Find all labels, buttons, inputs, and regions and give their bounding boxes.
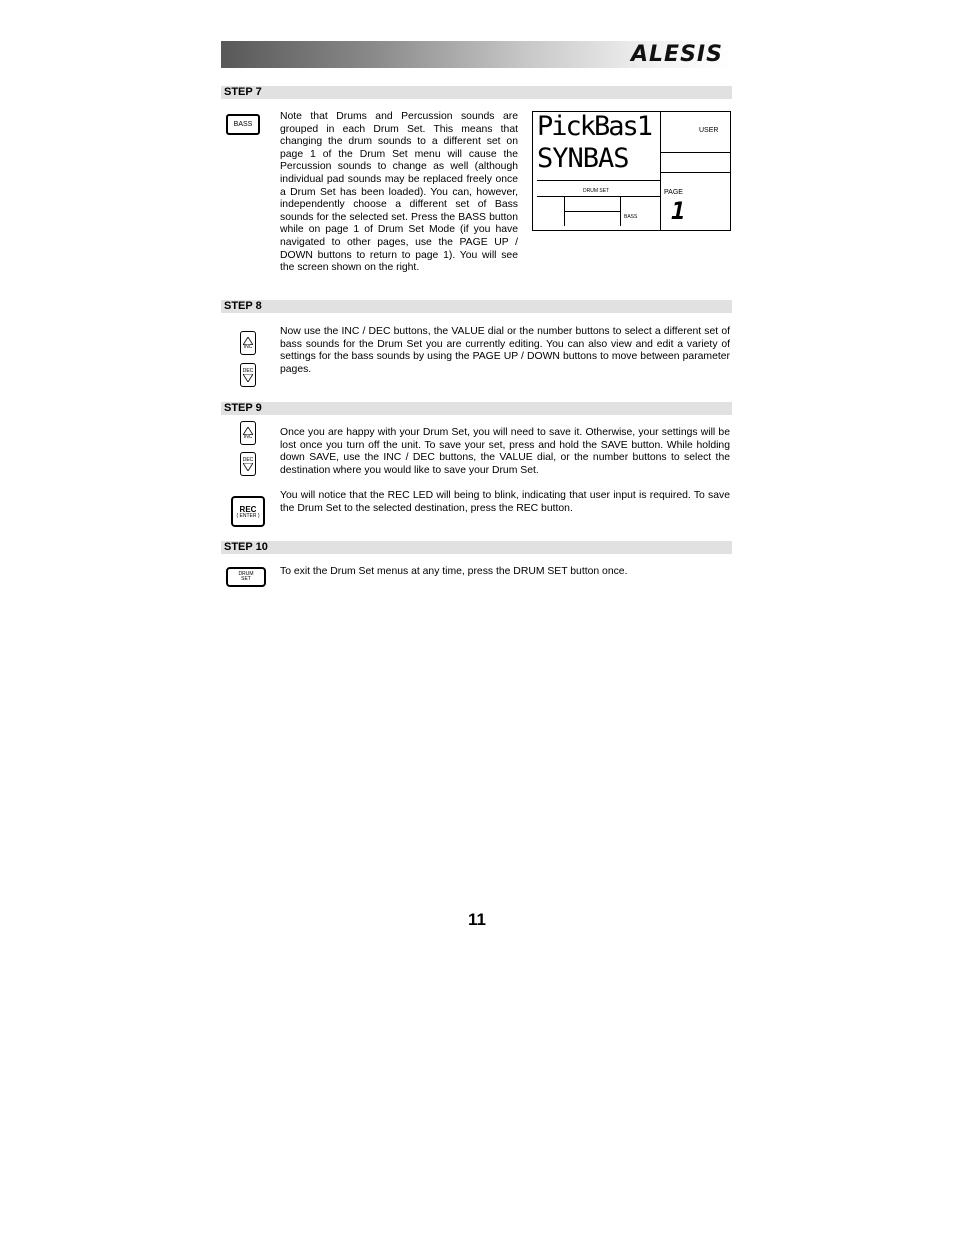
inc-button-icon bbox=[240, 331, 256, 355]
drum-set-button-label-1: DRUM bbox=[238, 571, 254, 577]
step-10-heading: STEP 10 bbox=[221, 541, 732, 554]
lcd-bass-label: BASS bbox=[624, 214, 638, 220]
lcd-divider bbox=[537, 196, 660, 197]
down-arrow-icon bbox=[243, 374, 253, 382]
dec-button-icon bbox=[240, 452, 256, 476]
drum-set-button-icon bbox=[226, 567, 266, 587]
step-7-text: Note that Drums and Percussion sounds are grouped in each Drum Set. This means that changing the drum sounds to a different set on page 1 of the Drum Set menu will cause the Percussion sounds to change as well (although individual pad sounds may be replaced freely once a Drum Set has been loaded). You can, however, independently choose a different set of Bass sounds for the selected set. Press the BASS button while on page 1 of Drum Set Mode (if you have navigated to other pages, use the PAGE UP / DOWN buttons to return to page 1). You will see the screen shown on the right. bbox=[280, 111, 518, 274]
step-8-text: Now use the INC / DEC buttons, the VALUE dial or the number buttons to select a different set of bass sounds for the Drum Set you are currently editing. You can also view and edit a variety of settings for the bass sounds by using the PAGE UP / DOWN buttons to move between parameter pages. bbox=[280, 326, 730, 375]
bass-button-label: BASS bbox=[233, 120, 253, 128]
lcd-line-2: SYNBAS bbox=[537, 143, 629, 174]
dec-button-label: DEC bbox=[242, 456, 254, 463]
lcd-divider bbox=[660, 112, 661, 230]
dec-button-icon bbox=[240, 363, 256, 387]
step-7-heading: STEP 7 bbox=[221, 86, 732, 99]
inc-button-label: INC bbox=[243, 343, 253, 350]
rec-button-label: REC bbox=[239, 504, 257, 514]
inc-button-label: INC bbox=[243, 433, 253, 440]
lcd-screen bbox=[532, 111, 731, 231]
step-9-text: Once you are happy with your Drum Set, you will need to save it. Otherwise, your settings will be lost once you turn off the unit. To save your set, press and hold the SAVE button. While holding down SAVE, use the INC / DEC buttons, the VALUE dial, or the number buttons to select the destination where you would like to save your Drum Set. bbox=[280, 427, 730, 476]
bass-button-icon bbox=[226, 114, 260, 135]
page-number: 11 bbox=[468, 910, 486, 929]
rec-button-icon bbox=[231, 496, 265, 527]
alesis-logo: ALESIS bbox=[631, 42, 723, 67]
lcd-divider bbox=[564, 211, 620, 212]
inc-button-icon bbox=[240, 421, 256, 445]
lcd-line-1: PickBas1 bbox=[537, 111, 652, 142]
lcd-divider bbox=[620, 196, 621, 226]
step-8-heading: STEP 8 bbox=[221, 300, 732, 313]
lcd-divider bbox=[660, 152, 731, 153]
step-9-text-2: You will notice that the REC LED will being to blink, indicating that user input is required. To save the Drum Set to the selected destination, press the REC button. bbox=[280, 490, 730, 514]
step-10-text: To exit the Drum Set menus at any time, press the DRUM SET button once. bbox=[280, 566, 628, 577]
down-arrow-icon bbox=[243, 463, 253, 471]
lcd-page-value: 1 bbox=[671, 197, 686, 225]
lcd-divider bbox=[660, 172, 731, 173]
lcd-divider bbox=[537, 180, 660, 181]
lcd-page-label: PAGE bbox=[664, 189, 683, 196]
lcd-user-label: USER bbox=[699, 127, 719, 134]
step-9-heading: STEP 9 bbox=[221, 402, 732, 415]
lcd-drum-set-label: DRUM SET bbox=[583, 188, 610, 194]
drum-set-button-label-2: SET bbox=[241, 576, 251, 582]
rec-button-sub-label: ( ENTER ) bbox=[236, 512, 260, 519]
dec-button-label: DEC bbox=[242, 367, 254, 374]
